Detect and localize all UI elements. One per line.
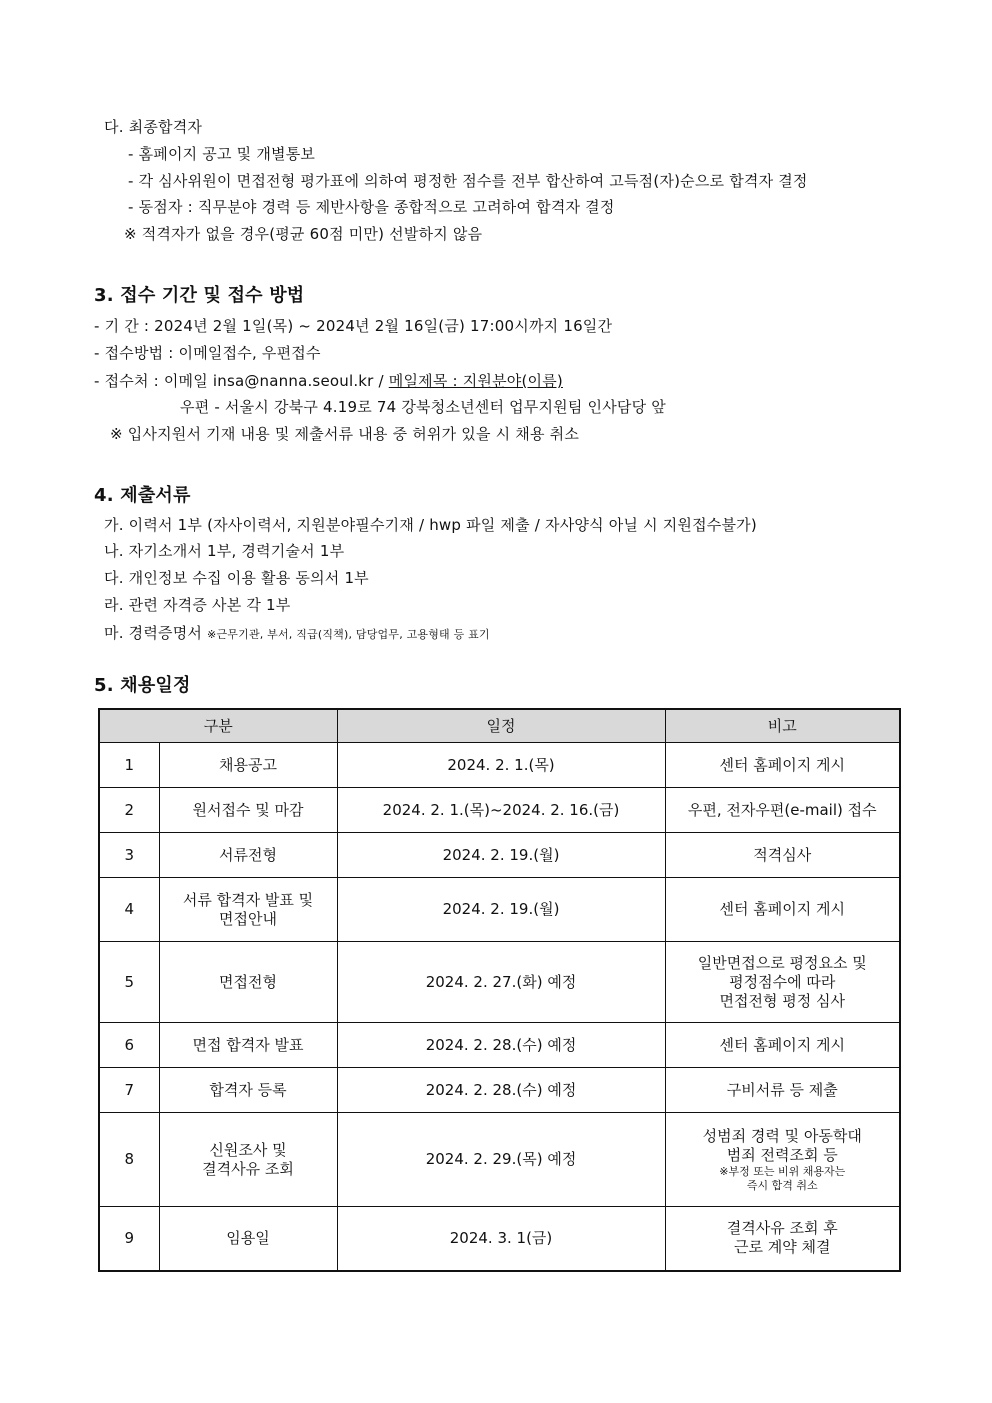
row-date: 2024. 2. 1.(목) xyxy=(337,743,665,788)
document-item: 나. 자기소개서 1부, 경력기술서 1부 xyxy=(104,542,345,560)
application-period: - 기 간 : 2024년 2월 1일(목) ~ 2024년 2월 16일(금) 17:00시까지 16일간 xyxy=(94,317,613,335)
row-remark xyxy=(665,1113,900,1207)
table-row xyxy=(99,942,900,1023)
table-row xyxy=(99,743,900,788)
row-number: 2 xyxy=(99,788,159,833)
final-pass-item: - 홈페이지 공고 및 개별통보 xyxy=(128,145,316,163)
row-remark: 센터 홈페이지 게시 xyxy=(665,743,900,788)
row-step-line: 면접안내 xyxy=(219,909,277,928)
row-remark-line: 근로 계약 체결 xyxy=(734,1238,831,1257)
row-remark: 적격심사 xyxy=(665,833,900,878)
row-remark-line: 평정점수에 따라 xyxy=(729,972,836,991)
row-step: 채용공고 xyxy=(159,743,337,788)
final-pass-item: - 동점자 : 직무분야 경력 등 제반사항을 종합적으로 고려하여 합격자 결정 xyxy=(128,198,615,216)
row-step: 면접 합격자 발표 xyxy=(159,1023,337,1068)
row-date: 2024. 2. 28.(수) 예정 xyxy=(337,1068,665,1113)
table-row xyxy=(99,1207,900,1271)
mail-subject-format: 메일제목 : 지원분야(이름) xyxy=(388,372,563,390)
row-number: 6 xyxy=(99,1023,159,1068)
row-remark xyxy=(665,1207,900,1271)
row-date: 2024. 2. 1.(목)~2024. 2. 16.(금) xyxy=(337,788,665,833)
row-number: 4 xyxy=(99,878,159,942)
row-step: 원서접수 및 마감 xyxy=(159,788,337,833)
table-row xyxy=(99,1068,900,1113)
section-4-heading: 4. 제출서류 xyxy=(94,485,191,506)
row-step: 서류전형 xyxy=(159,833,337,878)
row-date: 2024. 2. 27.(화) 예정 xyxy=(337,942,665,1023)
row-remark: 센터 홈페이지 게시 xyxy=(665,878,900,942)
header-category: 구분 xyxy=(99,709,337,743)
row-remark: 센터 홈페이지 게시 xyxy=(665,1023,900,1068)
row-number: 8 xyxy=(99,1113,159,1207)
row-step xyxy=(159,1113,337,1207)
final-pass-heading: 다. 최종합격자 xyxy=(104,118,203,136)
header-schedule: 일정 xyxy=(337,709,665,743)
row-date: 2024. 2. 19.(월) xyxy=(337,833,665,878)
table-row xyxy=(99,833,900,878)
row-date: 2024. 2. 19.(월) xyxy=(337,878,665,942)
destination-email: - 접수처 : 이메일 insa@nanna.seoul.kr / xyxy=(94,372,389,390)
application-method: - 접수방법 : 이메일접수, 우편접수 xyxy=(94,344,321,362)
header-remarks: 비고 xyxy=(665,709,900,743)
document-item xyxy=(104,622,490,643)
table-row xyxy=(99,878,900,942)
table-row xyxy=(99,788,900,833)
row-date: 2024. 2. 29.(목) 예정 xyxy=(337,1113,665,1207)
row-remark-line: 성범죄 경력 및 아동학대 xyxy=(702,1126,862,1145)
section-3-heading: 3. 접수 기간 및 접수 방법 xyxy=(94,285,305,306)
row-date: 2024. 2. 28.(수) 예정 xyxy=(337,1023,665,1068)
row-step: 면접전형 xyxy=(159,942,337,1023)
row-number: 3 xyxy=(99,833,159,878)
row-remark-line: 면접전형 평정 심사 xyxy=(719,991,845,1010)
row-step: 합격자 등록 xyxy=(159,1068,337,1113)
row-step-line: 신원조사 및 xyxy=(209,1140,287,1159)
document-item: 다. 개인정보 수집 이용 활용 동의서 1부 xyxy=(104,569,369,587)
row-number: 9 xyxy=(99,1207,159,1271)
row-step xyxy=(159,878,337,942)
row-step-line: 서류 합격자 발표 및 xyxy=(182,890,314,909)
row-number: 5 xyxy=(99,942,159,1023)
table-header-row xyxy=(99,709,900,743)
row-number: 7 xyxy=(99,1068,159,1113)
section-5-heading: 5. 채용일정 xyxy=(94,675,191,696)
row-remark-line: 일반면접으로 평정요소 및 xyxy=(697,953,867,972)
row-date: 2024. 3. 1(금) xyxy=(337,1207,665,1271)
schedule-table xyxy=(98,708,901,1272)
application-destination xyxy=(94,370,563,391)
document-item: 라. 관련 자격증 사본 각 1부 xyxy=(104,596,291,614)
final-pass-note: ※ 적격자가 없을 경우(평균 60점 미만) 선발하지 않음 xyxy=(124,225,483,243)
row-remark-subnote: 즉시 합격 취소 xyxy=(746,1178,818,1192)
row-step-line: 결격사유 조회 xyxy=(202,1159,294,1178)
row-remark: 우편, 전자우편(e-mail) 접수 xyxy=(665,788,900,833)
row-number: 1 xyxy=(99,743,159,788)
document-item: 가. 이력서 1부 (자사이력서, 지원분야필수기재 / hwp 파일 제출 / 자사양식 아닐 시 지원접수불가) xyxy=(104,516,757,534)
row-remark xyxy=(665,942,900,1023)
row-remark-line: 범죄 전력조회 등 xyxy=(726,1145,838,1164)
career-certificate-label: 마. 경력증명서 xyxy=(104,624,203,642)
row-remark-line: 결격사유 조회 후 xyxy=(726,1219,838,1238)
application-note: ※ 입사지원서 기재 내용 및 제출서류 내용 중 허위가 있을 시 채용 취소 xyxy=(110,425,580,443)
final-pass-item: - 각 심사위원이 면접전형 평가표에 의하여 평정한 점수를 전부 합산하여 고득점(자)순으로 합격자 결정 xyxy=(128,172,808,190)
row-remark-subnote: ※부정 또는 비위 채용자는 xyxy=(719,1164,846,1178)
career-certificate-note: ※근무기관, 부서, 직급(직책), 담당업무, 고용형태 등 표기 xyxy=(207,628,490,641)
postal-address: 우편 - 서울시 강북구 4.19로 74 강북청소년센터 업무지원팀 인사담당 앞 xyxy=(180,398,666,416)
row-step: 임용일 xyxy=(159,1207,337,1271)
row-remark: 구비서류 등 제출 xyxy=(665,1068,900,1113)
table-row xyxy=(99,1113,900,1207)
table-row xyxy=(99,1023,900,1068)
